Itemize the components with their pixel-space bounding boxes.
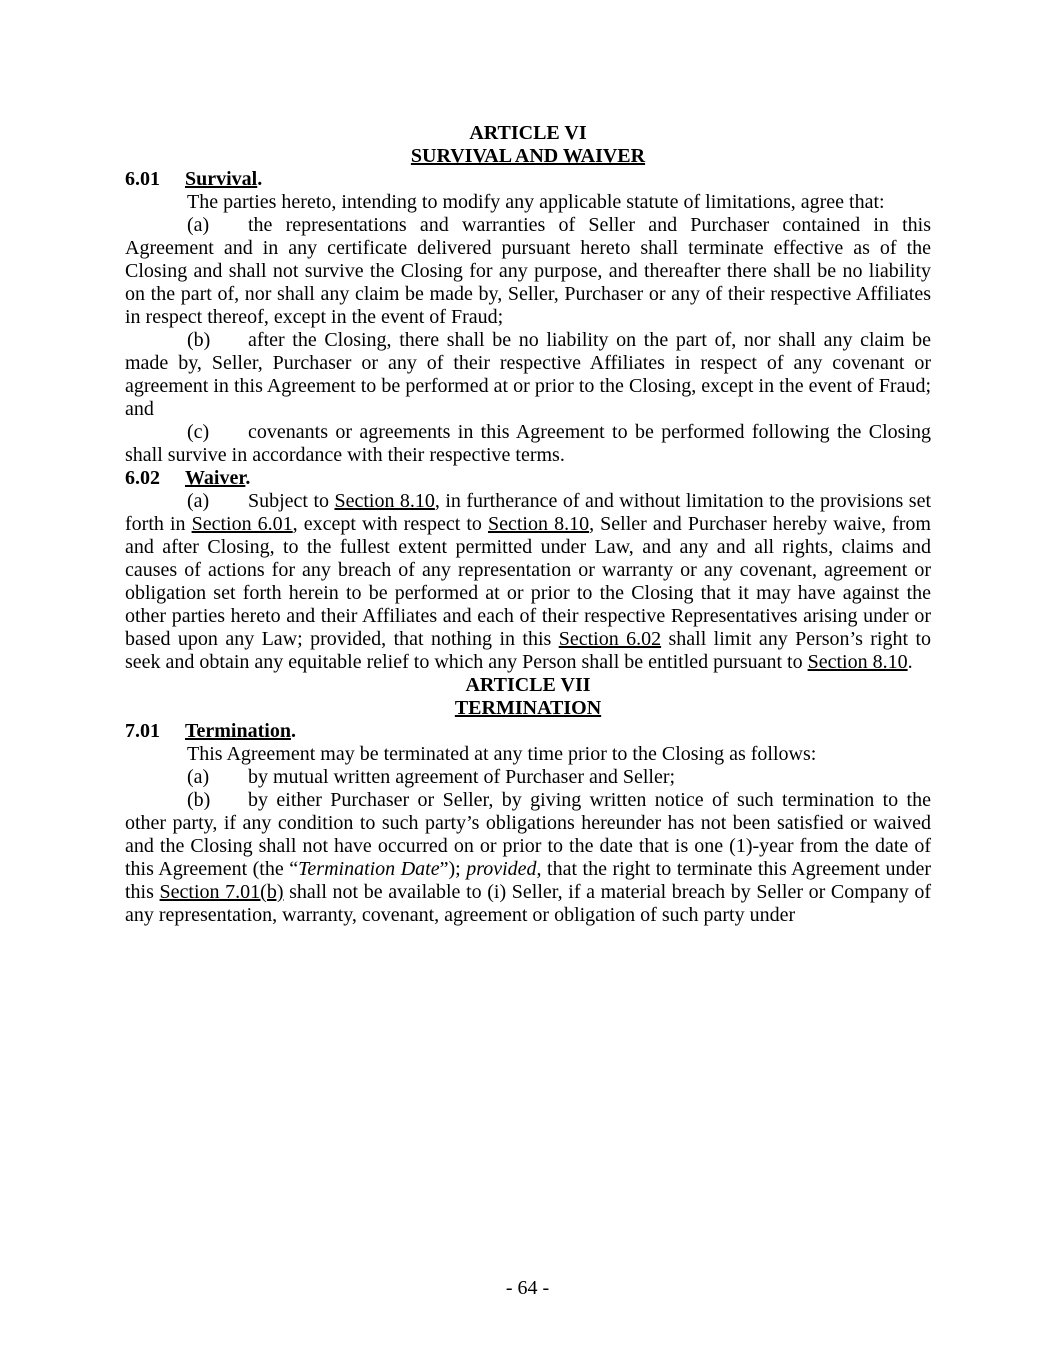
text-segment: shall not be available to (i) Seller, if a material breach by Seller or Company of any representation, warranty, covenant, agreement or obligation of such party under [125, 881, 931, 926]
text-segment: Section 7.01(b) [159, 881, 284, 903]
paragraph-label: (a) [187, 766, 210, 788]
text-segment: . [245, 467, 251, 489]
text-segment: Section 6.02 [558, 628, 662, 650]
paragraph-6-01-b [125, 329, 931, 421]
text-segment: , Seller and Purchaser hereby waive, from and after Closing, to the fullest extent permitted under Law, and any and all rights, claims and causes of actions for any breach of any representation or warranty or any covenant, agreement or obligation set forth herein to be performed at or prior to the Closing that it may have against the other parties hereto and their Affiliates and each of their respective Representatives arising under or based upon any Law; provided, that nothing in this [125, 513, 931, 650]
section-7-01-heading [125, 720, 931, 743]
text-segment: Section 8.10 [807, 651, 908, 673]
paragraph-7-01-intro [125, 743, 931, 766]
section-number: 7.01 [125, 720, 160, 742]
section-6-02-heading [125, 467, 931, 490]
paragraph-6-01-intro [125, 191, 931, 214]
text-segment: ARTICLE VI [469, 122, 587, 144]
text-segment: provided [466, 858, 537, 880]
text-segment: by mutual written agreement of Purchaser and Seller; [248, 766, 676, 788]
text-segment: Section 8.10 [334, 490, 435, 512]
text-segment: ”); [439, 858, 467, 880]
text-segment: , except with respect to [292, 513, 488, 535]
paragraph-label: (a) [187, 490, 210, 512]
paragraph-label: (c) [187, 421, 210, 443]
page-number: - 64 - [505, 1277, 550, 1299]
paragraph-6-01-c [125, 421, 931, 467]
article-heading-line [125, 122, 931, 145]
text-segment: covenants or agreements in this Agreement to be performed following the Closing shall survive in accordance with their respective terms. [125, 421, 931, 466]
text-segment: the representations and warranties of Seller and Purchaser contained in this Agreement and in any certificate delivered pursuant hereto shall terminate effective as of the Closing and shall not survive the Closing for any purpose, and thereafter there shall be no liability on the part of, nor shall any claim be made by, Seller, Purchaser or any of their respective Affiliates in respect thereof, except in the event of Fraud; [125, 214, 931, 328]
section-number: 6.01 [125, 168, 160, 190]
document-content [125, 122, 931, 927]
article-vii-heading [125, 674, 931, 720]
section-6-01-heading [125, 168, 931, 191]
paragraph-label: (b) [187, 789, 211, 811]
text-segment: Termination [185, 720, 291, 742]
paragraph-7-01-b [125, 789, 931, 927]
text-segment: Survival [185, 168, 258, 190]
text-segment: after the Closing, there shall be no liability on the part of, nor shall any claim be made by, Seller, Purchaser or any of their respective Affiliates in respect of any covenant or agreement in this Agreement to be performed at or prior to the Closing, except in the event of Fraud; and [125, 329, 931, 420]
article-vi-heading [125, 122, 931, 168]
paragraph-label: (a) [187, 214, 210, 236]
paragraph-6-02-a [125, 490, 931, 674]
text-segment: by either Purchaser or Seller, by giving written notice of such termination to the other party, if any condition to such party’s obligations hereunder has not been satisfied or waived and the Closing shall not have occurred on or prior to the date that is one (1)-year from the date of this Agreement (the “ [125, 789, 931, 880]
text-segment: The parties hereto, intending to modify any applicable statute of limitations, agree that: [187, 191, 885, 213]
text-segment: . [290, 720, 296, 742]
text-segment: . [257, 168, 263, 190]
section-number: 6.02 [125, 467, 160, 489]
text-segment: ARTICLE VII [465, 674, 591, 696]
text-segment: Subject to [248, 490, 335, 512]
article-heading-line [125, 674, 931, 697]
text-segment: shall limit any Person’s right to seek and obtain any equitable relief to which any Person shall be entitled pursuant to [125, 628, 931, 673]
text-segment: Section 8.10 [488, 513, 590, 535]
text-segment: TERMINATION [454, 697, 602, 719]
text-segment: Waiver [185, 467, 246, 489]
text-segment: Section 6.01 [191, 513, 293, 535]
article-heading-line [125, 697, 931, 720]
paragraph-7-01-a [125, 766, 931, 789]
paragraph-6-01-a [125, 214, 931, 329]
text-segment: , that the right to terminate this Agreement under this [125, 858, 932, 903]
text-segment: , in furtherance of and without limitation to the provisions set forth in [125, 490, 931, 535]
text-segment: Termination Date [298, 858, 440, 880]
text-segment: This Agreement may be terminated at any time prior to the Closing as follows: [187, 743, 817, 765]
paragraph-label: (b) [187, 329, 211, 351]
text-segment: . [907, 651, 913, 673]
article-heading-line [125, 145, 931, 168]
text-segment: SURVIVAL AND WAIVER [410, 145, 646, 167]
